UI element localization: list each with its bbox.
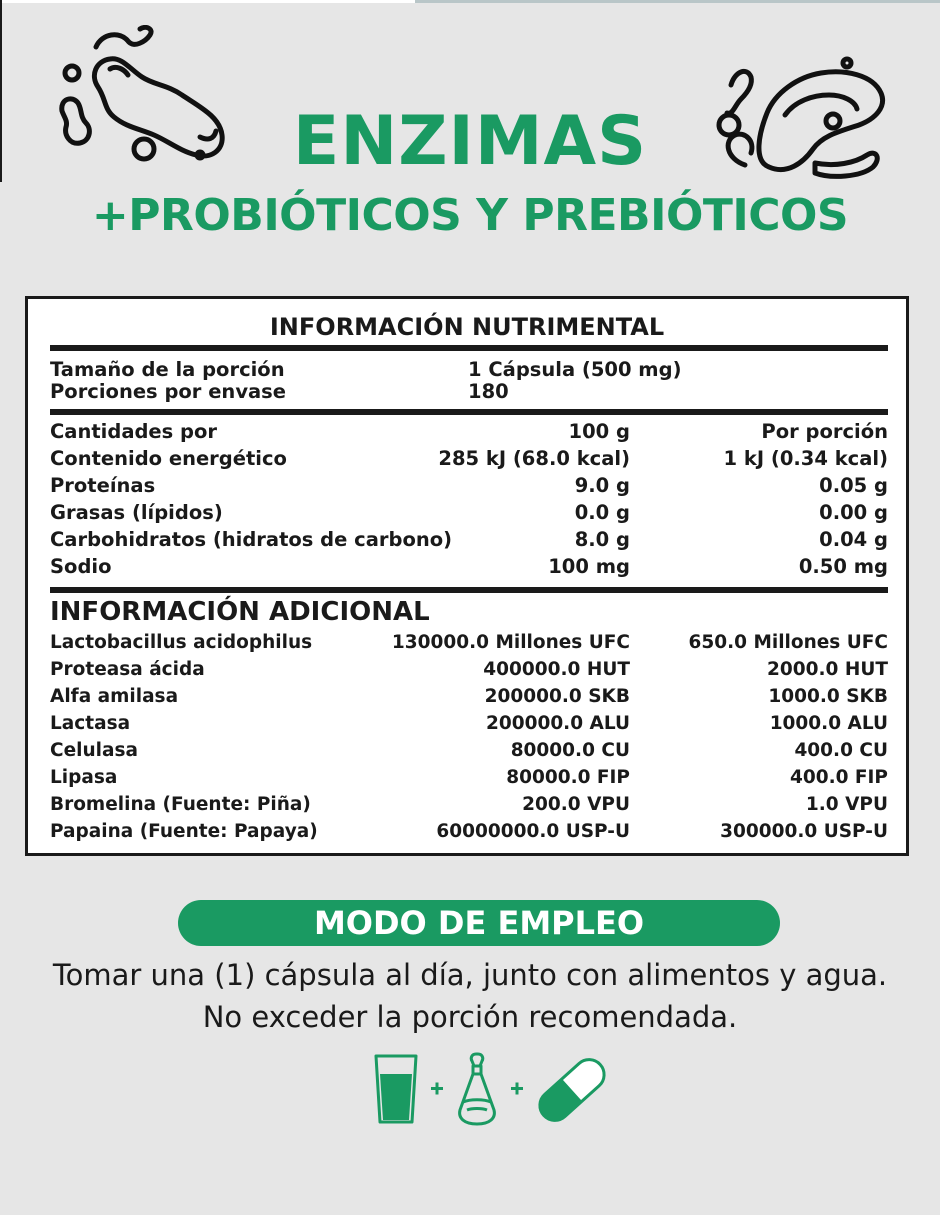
column-per-serving: Por porción	[761, 420, 888, 443]
usage-heading-badge: MODO DE EMPLEO	[178, 900, 780, 946]
capsule-icon	[534, 1053, 608, 1126]
table-row	[50, 528, 888, 554]
usage-instruction: Tomar una (1) cápsula al día, junto con alimentos y agua.	[52, 958, 888, 992]
nutrition-heading: INFORMACIÓN NUTRIMENTAL	[269, 313, 665, 341]
row-per-serving: 1 kJ (0.34 kcal)	[723, 447, 888, 470]
plus-icon	[431, 1083, 443, 1095]
table-row	[50, 659, 888, 685]
row-label: Papaina (Fuente: Papaya)	[50, 821, 318, 842]
row-per-serving: 1.0 VPU	[805, 794, 888, 815]
table-row	[50, 713, 888, 739]
top-border-white	[0, 0, 415, 3]
serving-value: 1 Cápsula (500 mg)	[468, 358, 682, 381]
row-per-serving: 1000.0 SKB	[768, 686, 888, 707]
row-label: Proteínas	[50, 474, 156, 497]
row-per100: 9.0 g	[574, 474, 630, 497]
row-label: Lactobacillus acidophilus	[50, 632, 313, 653]
row-label: Lipasa	[50, 767, 118, 788]
row-per100: 80000.0 FIP	[506, 767, 630, 788]
divider	[50, 409, 888, 415]
row-per-serving: 0.50 mg	[798, 555, 888, 578]
table-row	[50, 794, 888, 820]
row-per100: 100 mg	[548, 555, 630, 578]
row-per100: 400000.0 HUT	[483, 659, 630, 680]
row-per-serving: 400.0 CU	[794, 740, 888, 761]
divider	[50, 587, 888, 593]
row-per100: 200000.0 ALU	[485, 713, 630, 734]
serving-label: Tamaño de la porción	[50, 358, 285, 381]
table-row	[50, 632, 888, 658]
row-per-serving: 400.0 FIP	[789, 767, 888, 788]
row-per-serving: 1000.0 ALU	[769, 713, 888, 734]
usage-warning: No exceder la porción recomendada.	[202, 1000, 738, 1034]
table-row	[50, 821, 888, 847]
row-per100: 200.0 VPU	[522, 794, 630, 815]
column-per100: 100 g	[568, 420, 630, 443]
servings-per-container-row	[50, 380, 888, 406]
row-per100: 60000000.0 USP-U	[436, 821, 630, 842]
row-per-serving: 0.04 g	[819, 528, 888, 551]
row-per100: 130000.0 Millones UFC	[391, 632, 630, 653]
servings-value: 180	[468, 380, 509, 403]
row-label: Alfa amilasa	[50, 686, 179, 707]
row-label: Grasas (lípidos)	[50, 501, 223, 524]
row-per-serving: 0.05 g	[819, 474, 888, 497]
row-label: Celulasa	[50, 740, 138, 761]
row-per100: 8.0 g	[574, 528, 630, 551]
glass-of-water-icon	[376, 1056, 416, 1122]
divider	[50, 345, 888, 351]
row-per-serving: 650.0 Millones UFC	[688, 632, 888, 653]
servings-label: Porciones por envase	[50, 380, 287, 403]
column-label: Cantidades por	[50, 420, 218, 443]
row-label: Carbohidratos (hidratos de carbono)	[50, 528, 453, 551]
row-per-serving: 300000.0 USP-U	[720, 821, 888, 842]
table-row	[50, 686, 888, 712]
table-row	[50, 740, 888, 766]
plus-icon	[511, 1083, 523, 1095]
table-row	[50, 767, 888, 793]
row-label: Lactasa	[50, 713, 131, 734]
row-label: Proteasa ácida	[50, 659, 205, 680]
row-label: Contenido energético	[50, 447, 287, 470]
additional-info-heading: INFORMACIÓN ADICIONAL	[50, 597, 430, 627]
row-per100: 200000.0 SKB	[484, 686, 630, 707]
table-row	[50, 555, 888, 581]
table-row	[50, 474, 888, 500]
dropper-bottle-icon	[460, 1054, 495, 1124]
top-border	[415, 0, 940, 3]
usage-icons	[372, 1052, 608, 1128]
page-subtitle: +PROBIÓTICOS Y PREBIÓTICOS	[91, 190, 849, 241]
table-row	[50, 447, 888, 473]
nutrition-facts-panel	[25, 296, 909, 856]
row-label: Bromelina (Fuente: Piña)	[50, 794, 311, 815]
row-per100: 80000.0 CU	[510, 740, 630, 761]
column-header-row	[50, 420, 888, 446]
row-per-serving: 0.00 g	[819, 501, 888, 524]
row-per100: 285 kJ (68.0 kcal)	[438, 447, 630, 470]
row-per100: 0.0 g	[574, 501, 630, 524]
row-per-serving: 2000.0 HUT	[767, 659, 888, 680]
page-title: ENZIMAS	[292, 102, 648, 181]
table-row	[50, 501, 888, 527]
row-label: Sodio	[50, 555, 112, 578]
